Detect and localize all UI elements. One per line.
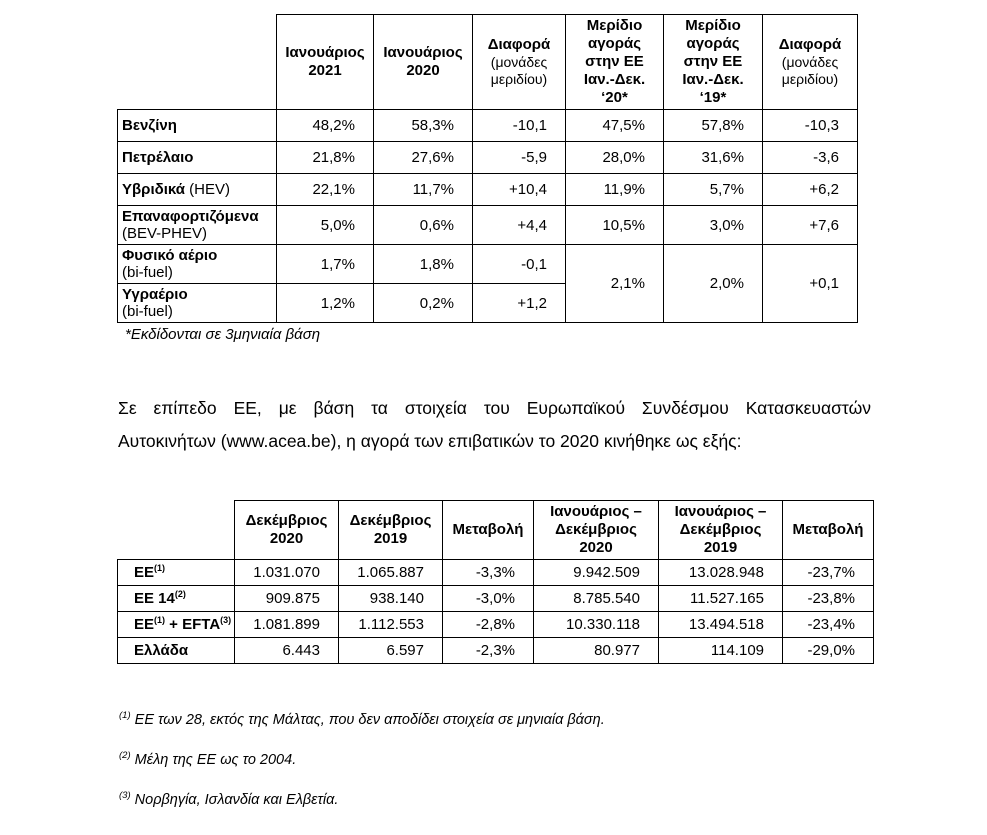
column-header — [277, 15, 374, 110]
value-cell: -3,6 — [763, 142, 858, 174]
header-line: 2019 — [373, 530, 408, 547]
value-cell: 11.527.165 — [659, 586, 783, 612]
header-subline: μεριδίου) — [490, 71, 548, 87]
fuel-table-footnote: *Εκδίδονται σε 3μηνιαία βάση — [125, 326, 321, 343]
merged-value-cell: 2,0% — [664, 245, 763, 323]
value-cell: 1.081.899 — [235, 612, 339, 638]
header-subline: (μονάδες — [781, 54, 839, 70]
value-cell: +7,6 — [763, 206, 858, 245]
value-cell: -29,0% — [783, 638, 874, 664]
value-cell: -5,9 — [473, 142, 566, 174]
value-cell: 28,0% — [566, 142, 664, 174]
column-header — [763, 15, 858, 110]
header-line: αγοράς — [686, 35, 740, 52]
value-cell: 21,8% — [277, 142, 374, 174]
value-cell: -0,1 — [473, 245, 566, 284]
column-header — [374, 15, 473, 110]
value-cell: 938.140 — [339, 586, 443, 612]
value-cell: 1,7% — [277, 245, 374, 284]
table-row — [118, 612, 874, 638]
value-cell: -2,8% — [443, 612, 534, 638]
header-line: στην ΕΕ — [683, 53, 743, 70]
row-label-text: + EFTA — [165, 616, 221, 633]
row-label — [118, 638, 235, 664]
table-row — [118, 560, 874, 586]
footnote-2-marker: (2) — [119, 750, 131, 762]
column-header — [566, 15, 664, 110]
value-cell: 114.109 — [659, 638, 783, 664]
header-line: 2020 — [406, 62, 440, 79]
value-cell: 58,3% — [374, 110, 473, 142]
header-line: ‘19* — [699, 89, 727, 106]
footnote-1-text: ΕΕ των 28, εκτός της Μάλτας, που δεν αποδίδει στοιχεία σε μηνιαία βάση. — [134, 712, 605, 728]
footnote-3 — [119, 792, 605, 808]
row-label-text: (HEV) — [184, 181, 230, 198]
header-line: αγοράς — [587, 35, 642, 52]
header-line: Δεκέμβριος — [555, 521, 637, 538]
header-line: Μερίδιο — [685, 17, 741, 34]
row-label-text: (bi-fuel) — [122, 264, 173, 281]
value-cell: 13.028.948 — [659, 560, 783, 586]
row-label-text: Υβριδικά — [122, 181, 185, 198]
value-cell: 11,9% — [566, 174, 664, 206]
value-cell: -3,3% — [443, 560, 534, 586]
value-cell: 13.494.518 — [659, 612, 783, 638]
value-cell: 10,5% — [566, 206, 664, 245]
value-cell: 48,2% — [277, 110, 374, 142]
row-label — [118, 586, 235, 612]
column-header — [339, 501, 443, 560]
value-cell: +4,4 — [473, 206, 566, 245]
header-line: στην ΕΕ — [585, 53, 644, 70]
header-line: Ιαν.-Δεκ. — [682, 71, 744, 88]
column-header — [783, 501, 874, 560]
header-line: Δεκέμβριος — [679, 521, 762, 538]
header-subline: (μονάδες — [490, 54, 548, 70]
header-row — [118, 501, 874, 560]
row-label-text: ΕΕ — [134, 616, 155, 633]
row-label — [118, 174, 277, 206]
value-cell: 5,7% — [664, 174, 763, 206]
table-row — [118, 110, 858, 142]
value-cell: 80.977 — [534, 638, 659, 664]
header-line: Ιανουάριος – — [674, 503, 767, 520]
value-cell: 3,0% — [664, 206, 763, 245]
table-row — [118, 206, 858, 245]
corner-empty-cell — [118, 501, 235, 560]
value-cell: 1.031.070 — [235, 560, 339, 586]
row-label-text: (1) — [154, 615, 166, 625]
paragraph-line-1: Σε επίπεδο ΕΕ, με βάση τα στοιχεία του Ευρωπαϊκού Συνδέσμου Κατασκευαστών — [118, 398, 871, 418]
value-cell: 11,7% — [374, 174, 473, 206]
value-cell: +10,4 — [473, 174, 566, 206]
row-label-text: Επαναφορτιζόμενα — [122, 208, 259, 225]
row-label-text: Πετρέλαιο — [122, 149, 194, 166]
row-label-text: (bi-fuel) — [122, 303, 173, 320]
header-line: Δεκέμβριος — [349, 512, 432, 529]
value-cell: 10.330.118 — [534, 612, 659, 638]
value-cell: -23,4% — [783, 612, 874, 638]
merged-value-cell: +0,1 — [763, 245, 858, 323]
row-label — [118, 245, 277, 284]
value-cell: -10,1 — [473, 110, 566, 142]
header-line: Διαφορά — [487, 36, 551, 53]
footnote-2-text: Μέλη της ΕΕ ως το 2004. — [134, 752, 297, 768]
value-cell: 31,6% — [664, 142, 763, 174]
footnote-3-marker: (3) — [119, 790, 131, 802]
header-line: 2019 — [703, 539, 738, 556]
value-cell: 5,0% — [277, 206, 374, 245]
corner-empty-cell — [118, 15, 277, 110]
value-cell: 6.597 — [339, 638, 443, 664]
value-cell: 57,8% — [664, 110, 763, 142]
value-cell: 1.065.887 — [339, 560, 443, 586]
value-cell: +6,2 — [763, 174, 858, 206]
body-paragraph — [118, 392, 871, 458]
header-row — [118, 15, 858, 110]
value-cell: -10,3 — [763, 110, 858, 142]
header-subline: μεριδίου) — [781, 71, 839, 87]
row-label — [118, 142, 277, 174]
row-label-text: Υγραέριο — [122, 286, 188, 303]
column-header — [443, 501, 534, 560]
header-line: Μεταβολή — [452, 521, 524, 538]
row-label-text: (2) — [174, 589, 186, 599]
value-cell: 22,1% — [277, 174, 374, 206]
row-label — [118, 206, 277, 245]
row-label-text: ΕΕ 14 — [134, 590, 175, 607]
header-line: Μεταβολή — [792, 521, 864, 538]
value-cell: 0,6% — [374, 206, 473, 245]
footnotes-block — [119, 712, 605, 832]
value-cell: 47,5% — [566, 110, 664, 142]
row-label — [118, 110, 277, 142]
header-line: 2020 — [269, 530, 304, 547]
value-cell: +1,2 — [473, 284, 566, 323]
value-cell: -2,3% — [443, 638, 534, 664]
table-row — [118, 142, 858, 174]
value-cell: 1,8% — [374, 245, 473, 284]
row-label — [118, 284, 277, 323]
footnote-1-marker: (1) — [119, 710, 131, 722]
paragraph-line-2: Αυτοκινήτων (www.acea.be), η αγορά των επιβατικών το 2020 κινήθηκε ως εξής: — [118, 431, 742, 451]
row-label-text: Ελλάδα — [134, 642, 189, 659]
header-line: Ιανουάριος — [383, 44, 463, 61]
column-header — [664, 15, 763, 110]
row-label-text: (3) — [220, 615, 232, 625]
value-cell: -3,0% — [443, 586, 534, 612]
table-row — [118, 638, 874, 664]
header-line: 2021 — [308, 62, 342, 79]
merged-value-cell: 2,1% — [566, 245, 664, 323]
header-line: Ιανουάριος — [285, 44, 365, 61]
footnote-2 — [119, 752, 605, 768]
row-label-text: Βενζίνη — [122, 117, 177, 134]
value-cell: -23,7% — [783, 560, 874, 586]
row-label — [118, 612, 235, 638]
value-cell: 1,2% — [277, 284, 374, 323]
table-row — [118, 245, 858, 284]
header-line: Δεκέμβριος — [245, 512, 328, 529]
header-line: Μερίδιο — [586, 17, 643, 34]
value-cell: -23,8% — [783, 586, 874, 612]
column-header — [534, 501, 659, 560]
row-label-text: ΕΕ — [134, 564, 155, 581]
footnote-1 — [119, 712, 605, 728]
value-cell: 6.443 — [235, 638, 339, 664]
value-cell: 9.942.509 — [534, 560, 659, 586]
value-cell: 1.112.553 — [339, 612, 443, 638]
value-cell: 27,6% — [374, 142, 473, 174]
value-cell: 8.785.540 — [534, 586, 659, 612]
column-header — [235, 501, 339, 560]
header-line: Ιανουάριος – — [550, 503, 642, 520]
row-label-text: Φυσικό αέριο — [122, 247, 218, 264]
value-cell: 0,2% — [374, 284, 473, 323]
value-cell: 909.875 — [235, 586, 339, 612]
header-line: Ιαν.-Δεκ. — [583, 71, 646, 88]
fuel-share-table — [117, 14, 858, 323]
table-row — [118, 174, 858, 206]
table-row — [118, 586, 874, 612]
footnote-3-text: Νορβηγία, Ισλανδία και Ελβετία. — [134, 792, 339, 808]
column-header — [473, 15, 566, 110]
row-label-text: (BEV-PHEV) — [122, 225, 208, 242]
header-line: ‘20* — [601, 89, 628, 106]
row-label-text: (1) — [154, 563, 166, 573]
column-header — [659, 501, 783, 560]
row-label — [118, 560, 235, 586]
header-line: Διαφορά — [778, 36, 842, 53]
eu-registrations-table — [117, 500, 874, 664]
header-line: 2020 — [579, 539, 613, 556]
